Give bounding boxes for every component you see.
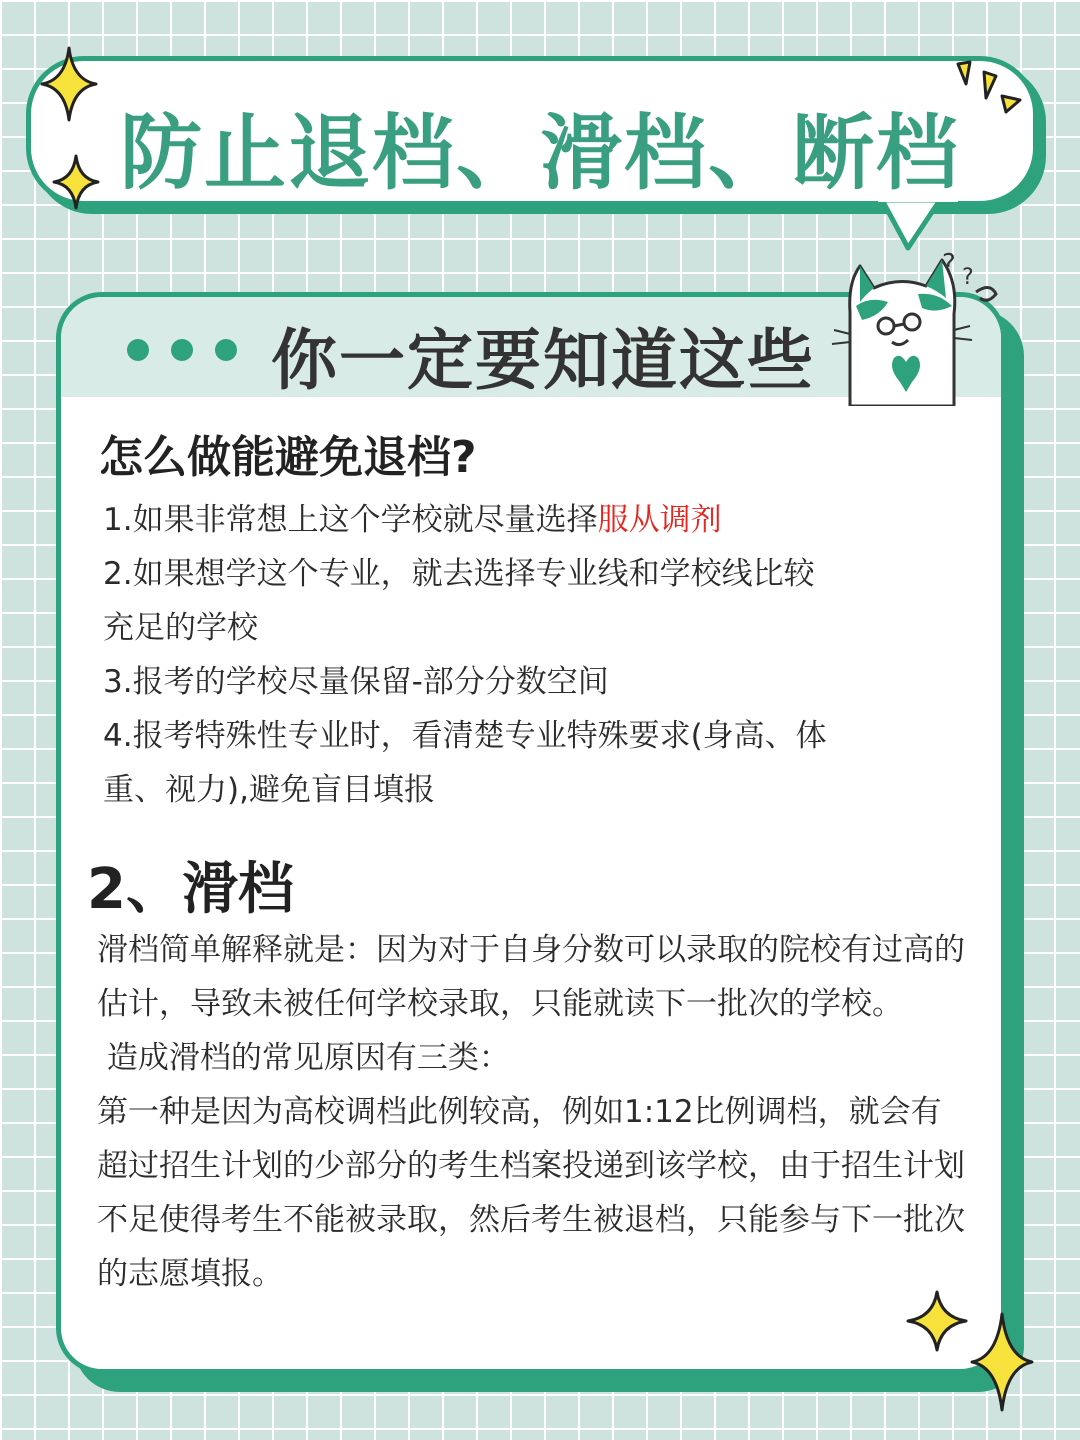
dot-icon	[215, 339, 237, 361]
sparkle-icon	[40, 46, 98, 122]
section-heading: 2、滑档	[87, 857, 294, 922]
header-dots	[127, 339, 237, 361]
sparkle-icon	[970, 1312, 1034, 1412]
paragraph: 造成滑档的常见原因有三类：	[97, 1040, 510, 1076]
paragraph: 第一种是因为高校调档此例较高，例如1:12比例调档，就会有超过招生计划的少部分的考生档案投递到该学校，由于招生计划不足使得考生不能被录取，然后考生被退档，只能参与下一批次的志愿填报。	[97, 1094, 965, 1292]
tip-highlight: 服从调剂	[597, 502, 722, 538]
cat-illustration	[830, 242, 1010, 406]
sparkle-icon	[906, 1290, 968, 1352]
card-subtitle: 你一定要知道这些	[271, 322, 815, 399]
sparkle-icon	[52, 154, 100, 210]
explanation-text	[97, 923, 969, 1301]
svg-text:?: ?	[962, 265, 974, 290]
tip-item: 3.报考的学校尽量保留-部分分数空间	[103, 664, 609, 700]
paragraph: 滑档简单解释就是：因为对于自身分数可以录取的院校有过高的估计，导致未被任何学校录取，只能就读下一批次的学校。	[97, 932, 965, 1022]
tip-item: 2.如果想学这个专业，就去选择专业线和学校线比较充足的学校	[103, 556, 815, 646]
tip-item: 4.报考特殊性专业时，看清楚专业特殊要求(身高、体重、视力),避免盲目填报	[103, 718, 827, 808]
question-heading: 怎么做能避免退档?	[99, 432, 477, 483]
tip-item	[103, 493, 843, 547]
tips-list	[103, 493, 843, 817]
dot-icon	[171, 339, 193, 361]
content-card	[56, 292, 1006, 1374]
question-mark-icon: ?	[942, 249, 956, 279]
burst-lines-icon	[950, 58, 1024, 120]
tip-text: 1.如果非常想上这个学校就尽量选择	[103, 502, 598, 538]
page-title: 防止退档、滑档、断档	[119, 106, 960, 201]
dot-icon	[127, 339, 149, 361]
